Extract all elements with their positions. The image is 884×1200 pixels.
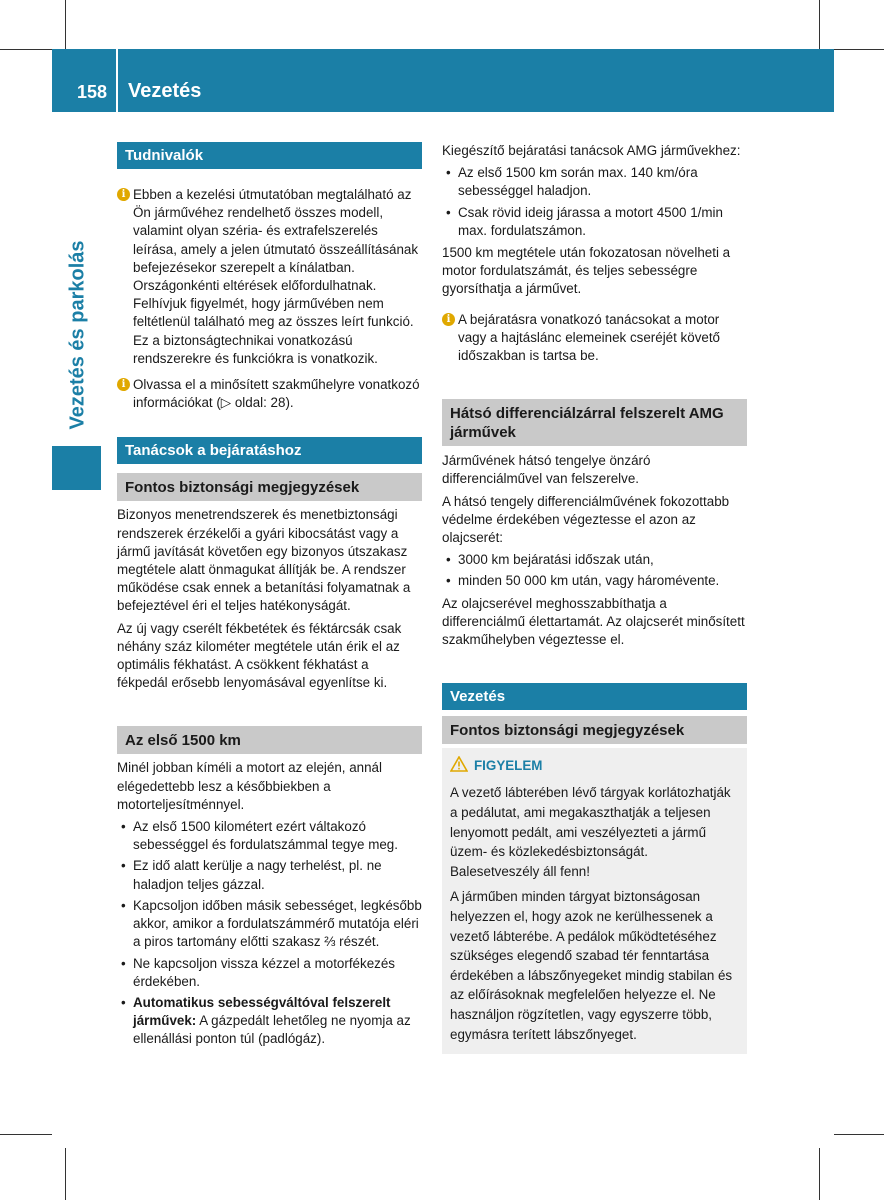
crop-mark xyxy=(834,1134,884,1135)
bullet-list xyxy=(442,164,747,240)
crop-mark xyxy=(819,1148,820,1200)
info-note xyxy=(117,186,422,368)
list-item: • Csak rövid ideig járassa a motort 4500 1/min max. fordulatszámon. xyxy=(442,204,747,240)
list-item: • Az első 1500 km során max. 140 km/óra sebességgel haladjon. xyxy=(442,164,747,200)
list-item: • minden 50 000 km után, vagy háromévente. xyxy=(442,572,747,590)
paragraph: Kiegészítő bejáratási tanácsok AMG járművekhez: xyxy=(442,143,741,158)
subsection-heading-safety: Fontos biztonsági megjegyzések xyxy=(442,716,747,744)
page-title: Vezetés xyxy=(128,80,202,102)
warning-triangle-icon xyxy=(450,756,468,777)
right-column xyxy=(442,142,747,1054)
side-tab-label: Vezetés és parkolás xyxy=(66,240,89,430)
side-tab-marker xyxy=(52,446,101,490)
info-note xyxy=(117,376,422,412)
bullet-list xyxy=(442,551,747,590)
page-number: 158 xyxy=(77,82,108,102)
crop-mark xyxy=(819,0,820,52)
info-note xyxy=(442,311,747,366)
warning-paragraph: A járműben minden tárgyat biztonságosan helyezzen el, hogy azok ne kerülhessenek a vezető lábterébe. A pedálok működtetéséhez szükséges elegendő szabad tér fenntartása érdekében a lábszőnyegeket mindig stabilan és az előírásoknak megfelelően helyezze el. Ne használjon rögzítetlen, vagy egyszerre több, egymásra terített lábszőnyeget. xyxy=(450,889,733,1042)
paragraph: Az olajcserével meghosszabbíthatja a differenciálmű élettartamát. Az olajcserét minősített szakműhelyben végeztesse el. xyxy=(442,595,745,648)
list-item: • Ez idő alatt kerülje a nagy terhelést, pl. ne haladjon teljes gázzal. xyxy=(117,857,422,893)
section-heading-tudnivalok: Tudnivalók xyxy=(117,142,422,169)
paragraph: Járművének hátsó tengelye önzáró differenciálművel van felszerelve. xyxy=(442,453,651,487)
list-item-bold: Automatikus sebességváltóval felszerelt járművek: xyxy=(133,994,391,1029)
list-item-text: A gázpedált lehetőleg ne nyomja az ellenállási ponton túl (padlógáz). xyxy=(133,1013,411,1047)
warning-paragraph: A vezető lábterében lévő tárgyak korlátozhatják a pedálutat, ami megakaszthatják a teljesen lenyomott pedált, ami veszélyezteti a jármű üzem- és közlekedésbiztonságát. Balesetveszély áll fenn! xyxy=(450,785,731,879)
paragraph: A hátsó tengely differenciálművének fokozottabb védelme érdekében végeztesse el azon az olajcserét: xyxy=(442,493,730,546)
warning-title-text: FIGYELEM xyxy=(474,758,543,774)
info-icon: i xyxy=(117,188,130,201)
info-icon: i xyxy=(117,378,130,391)
list-item xyxy=(117,994,422,1049)
paragraph: 1500 km megtétele után fokozatosan növelheti a motor fordulatszámát, és teljes sebességre gyorsíthatja a járművet. xyxy=(442,245,731,297)
left-column xyxy=(117,142,422,1053)
crop-mark xyxy=(834,49,884,50)
list-item: • Ne kapcsoljon vissza kézzel a motorfékezés érdekében. xyxy=(117,955,422,991)
warning-box xyxy=(442,748,747,1054)
bullet-list xyxy=(117,818,422,1048)
paragraph: Minél jobban kíméli a motort az elején, annál elégedettebb lesz a későbbiekben a motorteljesítménnyel. xyxy=(117,760,382,812)
list-item: • 3000 km bejáratási időszak után, xyxy=(442,551,747,569)
subsection-heading-first-1500: Az első 1500 km xyxy=(117,726,422,754)
info-text: A bejáratásra vonatkozó tanácsokat a motor vagy a hajtáslánc elemeinek cseréjét követő időszakban is tartsa be. xyxy=(458,311,721,364)
section-heading-vezetes: Vezetés xyxy=(442,683,747,710)
info-icon: i xyxy=(442,313,455,326)
section-heading-bejaratas: Tanácsok a bejáratáshoz xyxy=(117,437,422,464)
subsection-heading-safety: Fontos biztonsági megjegyzések xyxy=(117,473,422,501)
warning-title xyxy=(450,756,739,777)
list-item: • Az első 1500 kilométert ezért váltakozó sebességgel és fordulatszámmal tegye meg. xyxy=(117,818,422,854)
subsection-heading-differential: Hátsó differenciálzárral felszerelt AMG járművek xyxy=(442,399,747,446)
crop-mark xyxy=(65,1148,66,1200)
crop-mark xyxy=(65,0,66,52)
crop-mark xyxy=(0,49,52,50)
header-divider xyxy=(116,49,118,112)
paragraph: Az új vagy cserélt fékbetétek és féktárcsák csak néhány száz kilométer megtétele után érik el az optimális fékhatást. A csökkent fékhatást a fékpedál erősebb lenyomásával egyenlítse ki. xyxy=(117,620,402,691)
crop-mark xyxy=(0,1134,52,1135)
info-text: Olvassa el a minősített szakműhelyre vonatkozó információkat (▷ oldal: 28). xyxy=(133,377,420,411)
list-item: • Kapcsoljon időben másik sebességet, legkésőbb akkor, amikor a fordulatszámmérő mutatója eléri a piros tartomány előtti szakasz ⅔ részét. xyxy=(117,897,422,952)
info-text: Ebben a kezelési útmutatóban megtalálható az Ön járművéhez rendelhető összes modell, valamint olyan széria- és extrafelszerelés leírása, amely a jelen útmutató összeállításának befejezésekor szerepelt a kínálatban. Országonkénti eltérések előfordulhatnak. Felhívjuk figyelmét, hogy járművében nem feltétlenül található meg az összes leírt funkció. Ez a biztonságtechnikai vonatkozású rendszerekre és funkciókra is vonatkozik. xyxy=(133,187,419,366)
paragraph: Bizonyos menetrendszerek és menetbiztonsági rendszerek érzékelői a gyári kibocsátást vagy a jármű javítását követően egy bizonyos útszakasz megtétele alatt önmagukat állítják be. A rendszer működése csak ennek a betanítási folyamatnak a befejeztével éri el teljes hatékonyságát. xyxy=(117,507,411,614)
